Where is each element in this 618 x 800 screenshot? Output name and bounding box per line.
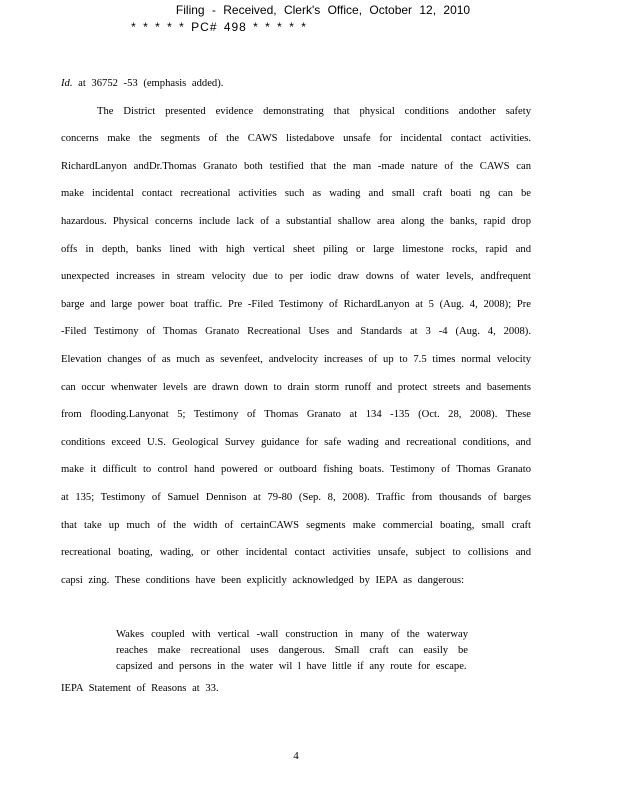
id-citation-line <box>61 70 531 98</box>
pc-number-header: * * * * * PC# 498 * * * * * <box>131 20 307 34</box>
id-abbreviation: Id. <box>61 78 73 89</box>
main-paragraph: The District presented evidence demonstrating that physical conditions andother safety concerns make the segments of the CAWS listedabove unsafe for incidental contact activities. RichardLanyon andDr.Thomas Granato both testified that the man -made nature of the CAWS can make incidental contact recreational activities such as wading and small craft boati ng can be hazardous. Physical concerns include lack of a substantial shallow area along the banks, rapid drop offs in depth, banks lined with high vertical sheet piling or large limestone rocks, rapid and unexpected increases in stream velocity due to per iodic draw downs of water levels, andfrequent barge and large power boat traffic. Pre -Filed Testimony of RichardLanyon at 5 (Aug. 4, 2008); Pre -Filed Testimony of Thomas Granato Recreational Uses and Standards at 3 -4 (Aug. 4, 2008). Elevation changes of as much as sevenfeet, andvelocity increases of up to 7.5 times normal velocity can occur whenwater levels are drawn down to drain storm runoff and protect streets and basements from flooding.Lanyonat 5; Testimony of Thomas Granato at 134 -135 (Oct. 28, 2008). These conditions exceed U.S. Geological Survey guidance for safe wading and recreational conditions, and make it difficult to control hand powered or outboard fishing boats. Testimony of Thomas Granato at 135; Testimony of Samuel Dennison at 79-80 (Sep. 8, 2008). Traffic from thousands of barges that take up much of the width of certainCAWS segments make commercial boating, small craft recreational boating, wading, or other incidental contact activities unsafe, subject to collisions and capsi zing. These conditions have been explicitly acknowledged by IEPA as dangerous: <box>61 105 531 586</box>
document-body <box>61 70 531 594</box>
filing-header: Filing - Received, Clerk's Office, October 12, 2010 <box>175 3 471 17</box>
page-number: 4 <box>293 750 299 762</box>
quote-citation: IEPA Statement of Reasons at 33. <box>61 683 219 694</box>
block-quote-text: Wakes coupled with vertical -wall construction in many of the waterway reaches make recreational uses dangerous. Small craft can easily be capsized and persons in the water wil l have little if any route for escape. <box>116 629 468 672</box>
block-quote <box>116 627 468 675</box>
id-citation-rest: at 36752 -53 (emphasis added). <box>72 78 224 89</box>
